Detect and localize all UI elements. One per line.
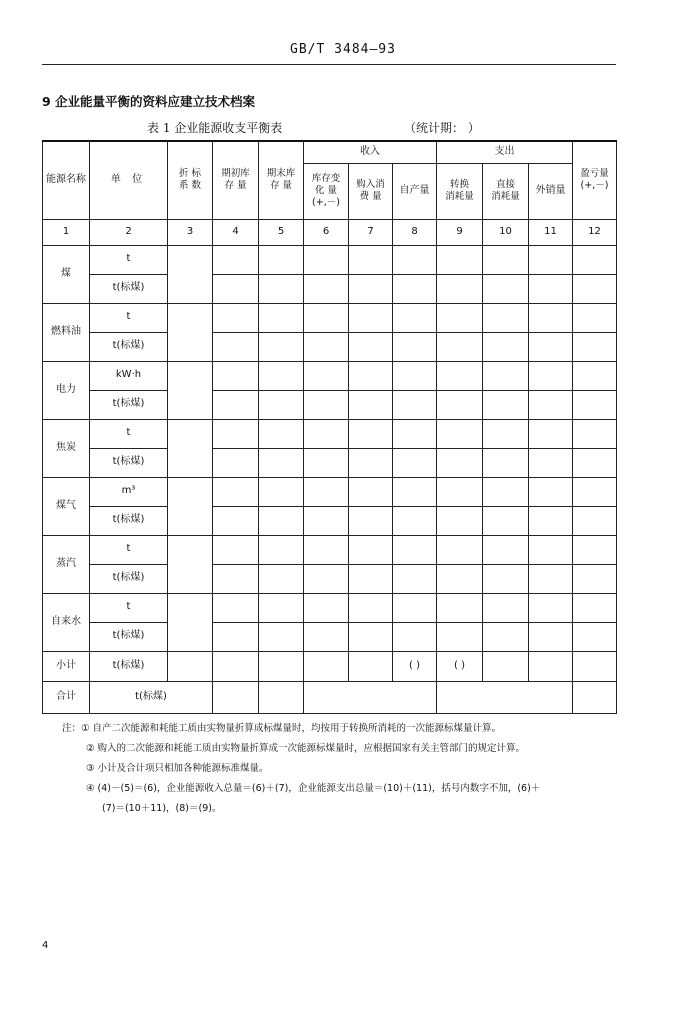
- table-row: [43, 419, 617, 448]
- empty-cell: [259, 622, 304, 651]
- col-header-external-sales: 外销量: [529, 163, 573, 219]
- unit-cell: t(标煤): [90, 390, 168, 419]
- empty-cell: [259, 390, 304, 419]
- empty-cell: [349, 303, 393, 332]
- notes-label: 注：: [62, 723, 82, 734]
- empty-cell: [483, 419, 529, 448]
- unit-cell: t(标煤): [90, 681, 213, 713]
- empty-cell: [437, 622, 483, 651]
- empty-cell: [213, 622, 259, 651]
- unit-cell: t(标煤): [90, 448, 168, 477]
- col-header-self-produced: 自产量: [393, 163, 437, 219]
- column-number: 2: [90, 219, 168, 245]
- empty-cell: [259, 593, 304, 622]
- empty-cell: [573, 419, 617, 448]
- empty-cell: [573, 681, 617, 713]
- empty-cell: [393, 361, 437, 390]
- empty-cell: [573, 245, 617, 274]
- empty-cell: [393, 535, 437, 564]
- unit-cell: t: [90, 593, 168, 622]
- column-number: 8: [393, 219, 437, 245]
- energy-name-cell: 煤气: [43, 477, 90, 535]
- empty-cell: [304, 361, 349, 390]
- empty-cell: [483, 332, 529, 361]
- empty-cell: [573, 564, 617, 593]
- empty-cell: [213, 564, 259, 593]
- empty-cell: [349, 390, 393, 419]
- note-item: ② 购入的二次能源和耗能工质由实物量折算成一次能源标煤量时，应根据国家有关主管部门的规定计算。: [86, 743, 526, 754]
- empty-cell: [259, 245, 304, 274]
- empty-cell: [483, 274, 529, 303]
- col-header-purchased: 购入消 费 量: [349, 163, 393, 219]
- energy-name-cell: 电力: [43, 361, 90, 419]
- table-row: [43, 448, 617, 477]
- empty-cell: [304, 622, 349, 651]
- empty-cell: [349, 535, 393, 564]
- empty-cell: [437, 593, 483, 622]
- empty-cell: [259, 651, 304, 681]
- col-group-expense: 支出: [437, 141, 573, 163]
- empty-cell: [529, 448, 573, 477]
- empty-cell: [213, 390, 259, 419]
- empty-cell: [213, 361, 259, 390]
- empty-cell: [304, 419, 349, 448]
- unit-cell: t(标煤): [90, 622, 168, 651]
- empty-cell: [213, 506, 259, 535]
- empty-cell: [573, 390, 617, 419]
- empty-cell: [483, 651, 529, 681]
- empty-cell: [483, 535, 529, 564]
- empty-cell: [483, 245, 529, 274]
- subtotal-row: [43, 651, 617, 681]
- header-rule: [42, 64, 616, 65]
- empty-cell: [213, 303, 259, 332]
- empty-cell: [304, 506, 349, 535]
- empty-cell: [304, 274, 349, 303]
- unit-cell: t: [90, 303, 168, 332]
- empty-cell: [213, 477, 259, 506]
- empty-cell: [393, 506, 437, 535]
- column-number: 12: [573, 219, 617, 245]
- empty-cell: [437, 477, 483, 506]
- total-row: [43, 681, 617, 713]
- empty-cell: [437, 361, 483, 390]
- table-row: [43, 564, 617, 593]
- empty-cell: [349, 245, 393, 274]
- empty-cell: [529, 245, 573, 274]
- empty-cell: [483, 448, 529, 477]
- column-number: 4: [213, 219, 259, 245]
- column-number: 3: [168, 219, 213, 245]
- col-header-end-stock: 期末库 存 量: [259, 141, 304, 219]
- energy-name-cell: 煤: [43, 245, 90, 303]
- unit-cell: t(标煤): [90, 274, 168, 303]
- empty-cell: [437, 564, 483, 593]
- table-title: 表 1 企业能源收支平衡表: [147, 121, 283, 135]
- empty-cell: [529, 535, 573, 564]
- empty-cell: [437, 681, 573, 713]
- empty-cell: [213, 535, 259, 564]
- empty-cell: [529, 593, 573, 622]
- empty-cell: [573, 622, 617, 651]
- energy-name-cell: 蒸汽: [43, 535, 90, 593]
- empty-cell: [529, 332, 573, 361]
- unit-cell: t: [90, 535, 168, 564]
- col-header-surplus-deficit: 盈亏量 (+,－): [573, 141, 617, 219]
- empty-cell: [213, 651, 259, 681]
- empty-cell: [573, 448, 617, 477]
- empty-cell: [259, 303, 304, 332]
- empty-cell: [168, 477, 213, 535]
- empty-cell: [483, 593, 529, 622]
- total-label: 合计: [43, 681, 90, 713]
- empty-cell: [393, 274, 437, 303]
- unit-cell: t(标煤): [90, 564, 168, 593]
- energy-name-cell: 焦炭: [43, 419, 90, 477]
- empty-cell: [213, 448, 259, 477]
- empty-cell: [349, 564, 393, 593]
- empty-cell: [483, 506, 529, 535]
- empty-cell: [349, 274, 393, 303]
- empty-cell: [573, 274, 617, 303]
- empty-cell: [483, 622, 529, 651]
- unit-cell: kW·h: [90, 361, 168, 390]
- table-row: [43, 593, 617, 622]
- col-header-stock-change: 库存变 化 量 (+,－): [304, 163, 349, 219]
- unit-cell: t: [90, 419, 168, 448]
- table-row: [43, 332, 617, 361]
- empty-cell: [437, 303, 483, 332]
- empty-cell: [483, 564, 529, 593]
- empty-cell: [483, 477, 529, 506]
- empty-cell: [168, 245, 213, 303]
- standard-code-header: GB/T 3484—93: [290, 42, 396, 57]
- empty-cell: [437, 332, 483, 361]
- empty-cell: [529, 506, 573, 535]
- empty-cell: [304, 390, 349, 419]
- empty-cell: [393, 622, 437, 651]
- empty-cell: [437, 506, 483, 535]
- empty-cell: [393, 448, 437, 477]
- empty-cell: [573, 361, 617, 390]
- empty-cell: [168, 593, 213, 651]
- note-item: ③ 小计及合计项只相加各种能源标准煤量。: [86, 763, 269, 774]
- empty-cell: [259, 535, 304, 564]
- empty-cell: [349, 361, 393, 390]
- empty-cell: [437, 419, 483, 448]
- empty-cell: [573, 303, 617, 332]
- table-row: [43, 390, 617, 419]
- empty-cell: [259, 419, 304, 448]
- empty-cell: [304, 303, 349, 332]
- empty-cell: [349, 651, 393, 681]
- empty-cell: [304, 245, 349, 274]
- empty-cell: [393, 245, 437, 274]
- empty-cell: [437, 274, 483, 303]
- column-number: 1: [43, 219, 90, 245]
- empty-cell: [437, 245, 483, 274]
- unit-cell: t(标煤): [90, 332, 168, 361]
- empty-cell: [529, 622, 573, 651]
- empty-cell: [259, 274, 304, 303]
- empty-cell: [529, 564, 573, 593]
- empty-cell: [168, 303, 213, 361]
- empty-cell: [168, 651, 213, 681]
- empty-cell: [259, 564, 304, 593]
- empty-cell: [213, 681, 259, 713]
- energy-balance-table: [42, 140, 617, 714]
- empty-cell: [529, 303, 573, 332]
- table-row: [43, 361, 617, 390]
- empty-cell: [259, 681, 304, 713]
- empty-cell: [349, 622, 393, 651]
- empty-cell: [304, 332, 349, 361]
- table-row: [43, 303, 617, 332]
- section-title: 9 企业能量平衡的资料应建立技术档案: [42, 94, 256, 109]
- empty-cell: [349, 448, 393, 477]
- empty-cell: [213, 593, 259, 622]
- energy-name-cell: 燃料油: [43, 303, 90, 361]
- col-header-conversion-consumption: 转换 消耗量: [437, 163, 483, 219]
- column-number: 11: [529, 219, 573, 245]
- energy-name-cell: 自来水: [43, 593, 90, 651]
- empty-cell: [437, 535, 483, 564]
- empty-cell: [304, 593, 349, 622]
- empty-cell: [573, 332, 617, 361]
- unit-cell: t(标煤): [90, 506, 168, 535]
- empty-cell: [304, 651, 349, 681]
- col-group-income: 收入: [304, 141, 437, 163]
- empty-cell: [213, 274, 259, 303]
- empty-cell: [529, 651, 573, 681]
- empty-cell: [304, 535, 349, 564]
- empty-cell: [259, 477, 304, 506]
- empty-cell: [259, 448, 304, 477]
- empty-cell: [168, 535, 213, 593]
- empty-cell: [393, 390, 437, 419]
- empty-cell: [349, 332, 393, 361]
- empty-cell: [304, 477, 349, 506]
- col-header-energy-name: 能源名称: [43, 141, 90, 219]
- table-row: [43, 274, 617, 303]
- empty-cell: [437, 448, 483, 477]
- subtotal-self-produced: ( ): [393, 651, 437, 681]
- empty-cell: [483, 361, 529, 390]
- subtotal-conversion: ( ): [437, 651, 483, 681]
- empty-cell: [168, 419, 213, 477]
- empty-cell: [393, 564, 437, 593]
- page-number: 4: [42, 940, 49, 951]
- empty-cell: [529, 274, 573, 303]
- table-row: [43, 245, 617, 274]
- empty-cell: [349, 419, 393, 448]
- table-row: [43, 535, 617, 564]
- column-number: 9: [437, 219, 483, 245]
- empty-cell: [393, 419, 437, 448]
- column-number: 7: [349, 219, 393, 245]
- empty-cell: [529, 390, 573, 419]
- empty-cell: [393, 303, 437, 332]
- empty-cell: [573, 651, 617, 681]
- empty-cell: [529, 477, 573, 506]
- empty-cell: [393, 593, 437, 622]
- empty-cell: [393, 477, 437, 506]
- empty-cell: [304, 681, 437, 713]
- empty-cell: [349, 506, 393, 535]
- note-continuation: (7)＝(10＋11)，(8)＝(9)。: [102, 803, 222, 814]
- table-row: [43, 477, 617, 506]
- note-item: ④ (4)－(5)＝(6)，企业能源收入总量＝(6)＋(7)，企业能源支出总量＝(10)＋(11)，括号内数字不加，(6)＋: [86, 783, 541, 794]
- empty-cell: [304, 448, 349, 477]
- empty-cell: [259, 506, 304, 535]
- statistics-period-label: （统计期： ）: [404, 121, 480, 135]
- column-number: 5: [259, 219, 304, 245]
- note-item: 注：① 自产二次能源和耗能工质由实物量折算成标煤量时，均按用于转换所消耗的一次能源标煤量计算。: [62, 723, 502, 734]
- table-row: [43, 622, 617, 651]
- col-header-direct-consumption: 直接 消耗量: [483, 163, 529, 219]
- empty-cell: [573, 593, 617, 622]
- empty-cell: [573, 506, 617, 535]
- empty-cell: [393, 332, 437, 361]
- empty-cell: [213, 419, 259, 448]
- empty-cell: [213, 332, 259, 361]
- column-number: 6: [304, 219, 349, 245]
- subtotal-label: 小计: [43, 651, 90, 681]
- unit-cell: m³: [90, 477, 168, 506]
- empty-cell: [259, 332, 304, 361]
- empty-cell: [529, 419, 573, 448]
- col-header-unit: 单 位: [90, 141, 168, 219]
- empty-cell: [573, 535, 617, 564]
- empty-cell: [213, 245, 259, 274]
- table-row: [43, 506, 617, 535]
- col-header-begin-stock: 期初库 存 量: [213, 141, 259, 219]
- empty-cell: [529, 361, 573, 390]
- unit-cell: t(标煤): [90, 651, 168, 681]
- empty-cell: [483, 303, 529, 332]
- empty-cell: [168, 361, 213, 419]
- empty-cell: [259, 361, 304, 390]
- empty-cell: [483, 390, 529, 419]
- table-notes: [62, 719, 622, 819]
- empty-cell: [573, 477, 617, 506]
- empty-cell: [349, 477, 393, 506]
- empty-cell: [349, 593, 393, 622]
- column-number: 10: [483, 219, 529, 245]
- unit-cell: t: [90, 245, 168, 274]
- empty-cell: [437, 390, 483, 419]
- empty-cell: [304, 564, 349, 593]
- col-header-conversion-factor: 折 标 系 数: [168, 141, 213, 219]
